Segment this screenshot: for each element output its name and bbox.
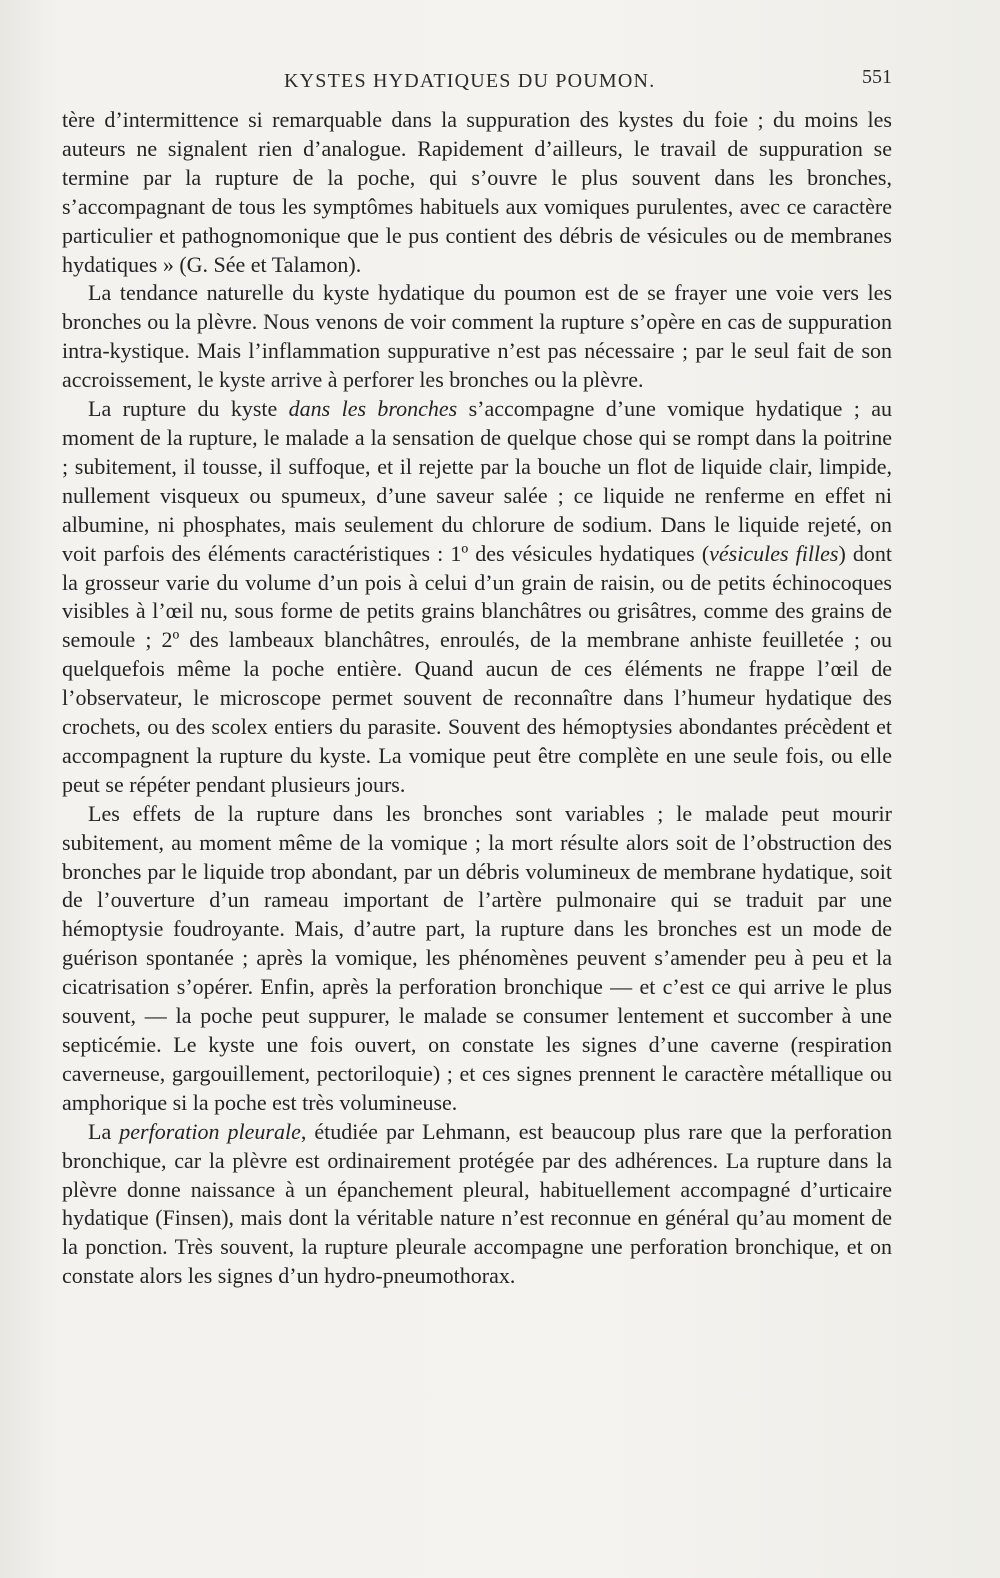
paragraph-continuation [62, 106, 892, 279]
paragraph-text: Les effets de la rupture dans les bronches sont variables ; le malade peut mourir subitement, au moment même de la vomique ; la mort résulte alors soit de l’obstruction des bronches par le liquide trop abondant, par un débris volumineux de membrane hydatique, soit de l’ouverture d’un rameau important de l’artère pulmonaire qui se traduit par une hémoptysie foudroyante. Mais, d’autre part, la rupture dans les bronches est un mode de guérison spontanée ; après la vomique, les phénomènes peuvent s’amender peu à peu et la cicatrisation s’opérer. Enfin, après la perforation bronchique — et c’est ce qui arrive le plus souvent, — la poche peut suppurer, le malade se consumer lentement et succomber à une septicémie. Le kyste une fois ouvert, on constate les signes d’une caverne (respiration caverneuse, gargouillement, pectoriloquie) ; et ces signes prennent le caractère métallique ou amphorique si la poche est très volumineuse. [62, 800, 892, 1115]
italic-phrase: vésicules filles [709, 540, 839, 566]
running-title: KYSTES HYDATIQUES DU POUMON. [284, 70, 656, 92]
paragraph-rupture-bronchial [62, 395, 892, 800]
paragraph-text: La tendance naturelle du kyste hydatique du poumon est de se frayer une voie vers les bronches ou la plèvre. Nous venons de voir comment la rupture s’opère en cas de suppuration intra-kystique. Mais l’inflammation suppurative n’est pas nécessaire ; par le seul fait de son accroissement, le kyste arrive à perforer les bronches ou la plèvre. [62, 280, 892, 393]
paragraph-pleural-perforation [62, 1118, 892, 1291]
page-number: 551 [862, 66, 892, 88]
italic-phrase: perforation pleurale [119, 1118, 301, 1144]
body-text [62, 106, 892, 1291]
paragraph-text-part: s’accompagne d’une vomique hydatique ; au moment de la rupture, le malade a la sensation de quelque chose qui se rompt dans la poitrine ; subitement, il tousse, il suffoque, et il rejette par la bouche un flot de liquide clair, limpide, nullement visqueux ou spumeux, d’une saveur salée ; ce liquide ne renferme en effet ni albumine, ni phosphates, mais seulement du chlorure de sodium. Dans le liquide rejeté, on voit parfois des éléments caractéristiques : 1º des vésicules hydatiques ( [62, 396, 892, 566]
paragraph-natural-tendency [62, 279, 892, 395]
paragraph-text-part: La [88, 1118, 120, 1144]
paragraph-text: tère d’intermittence si remarquable dans la suppuration des kystes du foie ; du moins les auteurs ne signalent rien d’analogue. Rapidement d’ailleurs, le travail de suppuration se termine par la rupture de la poche, qui s’ouvre le plus souvent dans les bronches, s’accompagnant de tous les symptômes habituels aux vomiques purulentes, avec ce caractère particulier et pathognomonique que le pus contient des débris de vésicules ou de membranes hydatiques » (G. Sée et Talamon). [62, 107, 892, 277]
paragraph-rupture-effects [62, 800, 892, 1118]
page-header [62, 66, 900, 102]
italic-phrase: dans les bronches [288, 396, 458, 422]
paragraph-text-part: , étudiée par Lehmann, est beaucoup plus rare que la perforation bronchique, car la plèvre est ordinairement protégée par des adhérences. La rupture dans la plèvre donne naissance à un épanchement pleural, habituellement accompagné d’urticaire hydatique (Finsen), mais dont la véritable nature n’est reconnue en général qu’au moment de la ponction. Très souvent, la rupture pleurale accompagne une perforation bronchique, et on constate alors les signes d’un hydro-pneumothorax. [62, 1118, 893, 1289]
paragraph-text-part: La rupture du kyste [88, 396, 289, 422]
paragraph-text-part: ) dont la grosseur varie du volume d’un pois à celui d’un grain de raisin, ou de petits échinocoques visibles à l’œil nu, sous forme de petits grains blanchâtres ou grisâtres, comme des grains de semoule ; 2º des lambeaux blanchâtres, enroulés, de la membrane anhiste feuilletée ; ou quelquefois même la poche entière. Quand aucun de ces éléments ne frappe l’œil de l’observateur, le microscope permet souvent de reconnaître dans l’humeur hydatique des crochets, ou des scolex entiers du parasite. Souvent des hémoptysies abondantes précèdent et accompagnent la rupture du kyste. La vomique peut être complète en une seule fois, ou elle peut se répéter pendant plusieurs jours. [62, 540, 892, 797]
